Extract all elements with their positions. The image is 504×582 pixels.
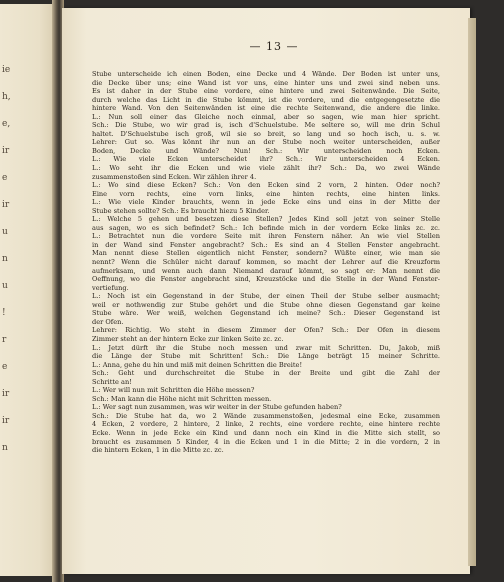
text-line: in der Wand sind Fenster angebracht? Sch.: Es sind an 4 Stellen Fenster angebracht. (92, 240, 440, 249)
margin-letter: e, (2, 119, 11, 129)
text-line: Boden, Decke und Wände? Nun! Sch.: Wir unterscheiden noch Ecken. (92, 146, 440, 155)
margin-letter: ir (2, 146, 10, 156)
margin-letter: ir (2, 389, 10, 399)
page-edge-strip (468, 18, 476, 566)
text-line: haltet. D'Schuelstube isch groß, wil sie so breit, so lang und so hoch isch, u. s. w. (92, 129, 440, 138)
text-line: Sch.: Geht und durchschreitet die Stube in der Breite und gibt die Zahl der (92, 369, 440, 378)
text-line: L.: Wie viele Kinder brauchts, wenn in jede Ecke eins und eins in der Mitte der (92, 198, 440, 207)
text-line: Oeffnung, wo die Fenster angebracht sind, Kreuzstöcke und die Stelle in der Wand Fenster- (92, 275, 440, 284)
text-line: L.: Wer will nun mit Schritten die Höhe messen? (92, 386, 255, 395)
margin-letter: n (2, 254, 8, 264)
text-line: Zimmer steht an der hintern Ecke zur linken Seite zc. zc. (92, 334, 284, 343)
text-line: die hintern Ecken, 1 in die Mitte zc. zc. (92, 446, 224, 455)
text-line: Sch.: Die Stube, wo wir grad is, isch d'Schuelstube. Me seltere so, will me drin Schul (92, 121, 440, 130)
text-line: Man nennt diese Stellen eigentlich nicht Fenster, sondern? Wüßte einer, wie man sie (92, 249, 440, 258)
text-line: zusammenstoßen sind Ecken. Wir zählen ihrer 4. (92, 172, 257, 181)
text-line: Stube unterscheide ich einen Boden, eine Decke und 4 Wände. Der Boden ist unter uns, (92, 70, 440, 78)
text-line: Stube wäre. Wer weiß, welchen Gegenstand ich meine? Sch.: Dieser Gegenstand ist (92, 309, 440, 318)
text-line: L.: Wie viele Ecken unterscheidet ihr? Sch.: Wir unterscheiden 4 Ecken. (92, 155, 440, 164)
text-line: L.: Anna, gehe du hin und miß mit deinen Schritten die Breite! (92, 360, 303, 369)
body-text (92, 70, 440, 455)
text-line: Sch.: Man kann die Höhe nicht mit Schritten messen. (92, 394, 272, 403)
text-line: L.: Welche 5 gehen und besetzen diese Stellen? Jedes Kind soll jetzt von seiner Stelle (92, 215, 440, 224)
text-line: nennt? Wenn die Schüler nicht darauf kommen, so macht der Lehrer auf die Kreuzform (92, 258, 440, 267)
text-line: Es ist daher in der Stube eine vordere, eine hintere und zwei Seitenwände. Die Seite, (92, 87, 440, 96)
text-line: Eine vorn rechts, eine vorn links, eine hinten rechts, eine hinten links. (92, 189, 440, 198)
text-line: Schritte an! (92, 377, 132, 386)
text-line: die Länge der Stube mit Schritten! Sch.: Die Länge beträgt 15 meiner Schritte. (92, 352, 440, 361)
margin-letter: ir (2, 200, 10, 210)
text-line: L.: Wer sagt nun zusammen, was wir weiter in der Stube gefunden haben? (92, 403, 342, 412)
text-line: L.: Noch ist ein Gegenstand in der Stube, der einen Theil der Stube selber ausmacht; (92, 292, 440, 301)
text-line: L.: Wo sind diese Ecken? Sch.: Von den Ecken sind 2 vorn, 2 hinten. Oder noch? (92, 181, 440, 190)
margin-letter: e (2, 173, 8, 183)
text-line: L.: Jetzt dürft ihr die Stube noch messen und zwar mit Schritten. Du, Jakob, miß (92, 343, 440, 352)
text-line: Sch.: Die Stube hat da, wo 2 Wände zusammenstoßen, jedesmal eine Ecke, zusammen (92, 411, 440, 420)
left-page-edge (0, 4, 56, 576)
text-line: weil er nothwendig zur Stube gehört und die Stube ohne diesen Gegenstand gar keine (92, 300, 440, 309)
text-line: der Ofen. (92, 317, 124, 326)
text-line: aus sagen, wo es sich befindet? Sch.: Ich befinde mich in der vordern Ecke links zc. zc. (92, 223, 440, 232)
text-line: aufmerksam, und wenn auch dann Niemand darauf kömmt, so sagt er: Man nennt die (92, 266, 440, 275)
text-line: 4 Ecken, 2 vordere, 2 hintere, 2 linke, 2 rechts, eine vordere rechte, eine hintere rechte (92, 420, 440, 429)
left-margin-letters (2, 66, 16, 453)
margin-letter: r (2, 335, 7, 345)
text-line: L.: Wo seht ihr die Ecken und wie viele zählt ihr? Sch.: Da, wo zwei Wände (92, 164, 440, 173)
margin-letter: e (2, 362, 8, 372)
margin-letter: u (2, 227, 8, 237)
text-line: L.: Nun soll einer das Gleiche noch einmal, aber so sagen, wie man hier spricht. (92, 112, 440, 121)
margin-letter: ir (2, 416, 10, 426)
text-line: L.: Betrachtet nun die vordere Seite mit ihren Fenstern näher. An wie viel Stellen (92, 232, 440, 241)
margin-letter: ie (2, 65, 11, 75)
margin-letter: ! (2, 308, 6, 318)
text-line: braucht es zusammen 5 Kinder, 4 in die Ecken und 1 in die Mitte; 2 in die vordern, 2 in (92, 437, 440, 446)
text-line: Lehrer: Richtig. Wo steht in diesem Zimmer der Ofen? Sch.: Der Ofen in diesem (92, 326, 440, 335)
text-line: hintere Wand. Von den Seitenwänden ist eine die rechte Seitenwand, die andere die linke. (92, 104, 440, 113)
text-line: Ecke. Wenn in jede Ecke ein Kind und dann noch ein Kind in die Mitte sich stellt, so (92, 428, 440, 437)
margin-letter: u (2, 281, 8, 291)
text-line: die Decke über uns; eine Wand ist vor uns, eine hinter uns und zwei sind neben uns. (92, 78, 440, 87)
text-line: durch welche das Licht in die Stube kömmt, ist die vordere, und die entgegengesetzte die (92, 95, 440, 104)
margin-letter: h, (2, 92, 11, 102)
text-line: vertiefung. (92, 283, 129, 292)
margin-letter: n (2, 443, 8, 453)
page-number: — 13 — (249, 40, 299, 53)
text-line: Lehrer: Gut so. Was könnt ihr nun an der Stube noch weiter unterscheiden, außer (92, 138, 440, 147)
text-line: Stube stehen sollte? Sch.: Es braucht hiezu 5 Kinder. (92, 206, 270, 215)
